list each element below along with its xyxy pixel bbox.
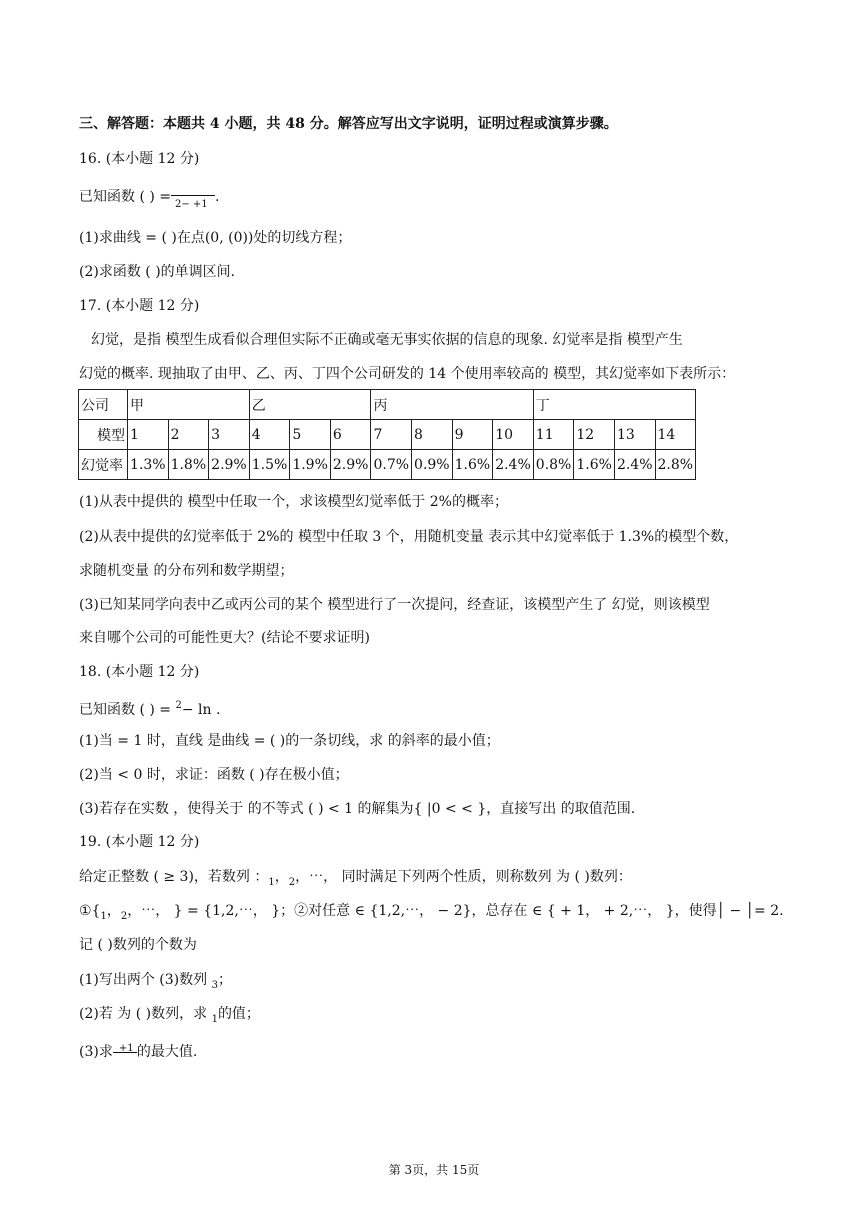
cell-model: 13 [614,420,655,450]
cell-model: 7 [371,420,412,450]
q19-header: 19. (本小题 12 分) [79,834,200,850]
cell-model: 12 [574,420,615,450]
q17-part2-line1: (2)从表中提供的幻觉率低于 2%的 模型中任取 3 个，用随机变量 表示其中幻觉率低于 1.3%的模型个数， [79,529,739,545]
cell-company-ding: 丁 [533,390,695,420]
q18-intro-text: 已知函数 ( ) = [79,702,176,718]
table-row-model [79,420,696,450]
q19-intro [79,867,632,893]
cell-model: 9 [452,420,493,450]
q16-part2: (2)求函数 ( )的单调区间. [79,264,236,280]
cell-rate: 2.9% [209,450,250,480]
q18-intro [79,696,220,720]
q19-part1 [79,970,232,996]
q17-text-1: 幻觉，是指 模型生成看似合理但实际不正确或毫无事实依据的信息的现象. 幻觉率是指 模型产生 [91,332,683,348]
cell-rate: 2.4% [614,450,655,480]
q17-part3-line1: (3)已知某同学向表中乙或丙公司的某个 模型进行了一次提问，经查证，该模型产生了 幻觉，则该模型 [79,597,710,613]
q19-intro-rest: ，⋯， 同时满足下列两个性质，则称数列 为 ( )数列： [295,869,632,885]
q19-subscript: 1 [211,1014,218,1025]
cell-model-label: 模型 [79,420,128,450]
q19-conditions [79,901,784,927]
cell-model: 8 [412,420,453,450]
section-title: 三、解答题：本题共 4 小题，共 48 分。解答应写出文字说明，证明过程或演算步骤。 [79,116,618,132]
cell-rate: 1.5% [249,450,290,480]
q17-part2-line2: 求随机变量 的分布列和数学期望； [79,563,294,579]
cell-model: 6 [330,420,371,450]
cell-rate: 2.8% [655,450,696,480]
cell-rate: 0.9% [412,450,453,480]
cell-company-yi: 乙 [249,390,371,420]
fraction-bar [113,1052,137,1053]
q19-subscript: 1 [268,877,275,888]
cell-rate: 1.6% [574,450,615,480]
cell-rate: 0.7% [371,450,412,480]
q19-intro-text: 给定正整数 ( ≥ 3)，若数列 ： [79,869,269,885]
q19-part3-text: (3)求 [79,1044,113,1060]
q19-sep: ， [274,869,289,885]
cell-rate: 1.6% [452,450,493,480]
q19-part2-text: (2)若 为 ( )数列，求 [79,1006,212,1022]
q17-part1: (1)从表中提供的 模型中任取一个，求该模型幻觉率低于 2%的概率； [79,494,508,510]
cell-rate-label: 幻觉率 [79,450,128,480]
q19-subscript: 1 [100,911,107,922]
q19-cond-text: ，⋯， } = {1,2,⋯， }；②对任意 ∈ {1,2,⋯， − 2}，总存在 ∈ { + 1， + 2,⋯， }，使得│ − │= 2. [127,903,784,919]
q18-intro-rest: − ln . [181,702,221,718]
q19-note: 记 ( )数列的个数为 [79,937,197,953]
q18-header: 18. (本小题 12 分) [79,664,200,680]
q19-fraction [113,1043,137,1061]
q17-text-2: 幻觉的概率. 现抽取了由甲、乙、丙、丁四个公司研发的 14 个使用率较高的 模型，其幻觉率如下表所示： [79,366,736,382]
q18-part2: (2)当 < 0 时，求证：函数 ( )存在极小值； [79,767,349,783]
q19-part1-text: (1)写出两个 (3)数列 [79,972,212,988]
q19-part3 [79,1042,197,1062]
q16-part1: (1)求曲线 = ( )在点(0, (0))处的切线方程； [79,230,352,246]
fraction-denominator: 2− +1 [175,199,208,210]
q19-subscript: 2 [120,911,128,922]
cell-model: 1 [128,420,169,450]
cell-rate: 1.8% [168,450,209,480]
cell-rate: 1.3% [128,450,169,480]
cell-rate: 2.4% [493,450,534,480]
cell-company-bing: 丙 [371,390,533,420]
q19-cond-text: ， [106,903,121,919]
cell-model: 5 [290,420,331,450]
cell-company-jia: 甲 [128,390,250,420]
cell-rate: 2.9% [330,450,371,480]
q19-cond-text: ①{ [79,903,101,919]
cell-rate: 0.8% [533,450,574,480]
q19-part1-end: ； [217,972,232,988]
cell-model: 11 [533,420,574,450]
q16-fraction [171,188,215,210]
cell-model: 2 [168,420,209,450]
q17-header: 17. (本小题 12 分) [79,298,200,314]
q18-part1: (1)当 = 1 时，直线 是曲线 = ( )的一条切线，求 的斜率的最小值； [79,733,500,749]
cell-model: 3 [209,420,250,450]
cell-rate: 1.9% [290,450,331,480]
cell-model: 10 [493,420,534,450]
q16-intro [79,187,220,210]
q19-part2-end: 的值； [217,1006,260,1022]
table-row-company [79,390,696,420]
q16-intro-end: . [215,189,220,205]
hallucination-rate-table [78,389,696,480]
cell-company-label: 公司 [79,390,128,420]
q19-part2 [79,1004,260,1030]
q17-part3-line2: 来自哪个公司的可能性更大？(结论不要求证明) [79,630,370,646]
table-row-rate [79,450,696,480]
cell-model: 14 [655,420,696,450]
q16-intro-text: 已知函数 ( ) = [79,189,172,205]
q19-part3-end: 的最大值. [136,1044,198,1060]
q18-superscript: 2 [175,700,182,711]
q16-header: 16. (本小题 12 分) [79,151,200,167]
cell-model: 4 [249,420,290,450]
q19-subscript: 2 [288,877,296,888]
fraction-numerator: +1 [118,1043,134,1054]
q19-subscript: 3 [211,980,218,991]
page-footer: 第 3页，共 15页 [388,1163,480,1177]
q18-part3: (3)若存在实数 ，使得关于 的不等式 ( ) < 1 的解集为{ |0 < < }，直接写出 的取值范围. [79,801,636,817]
